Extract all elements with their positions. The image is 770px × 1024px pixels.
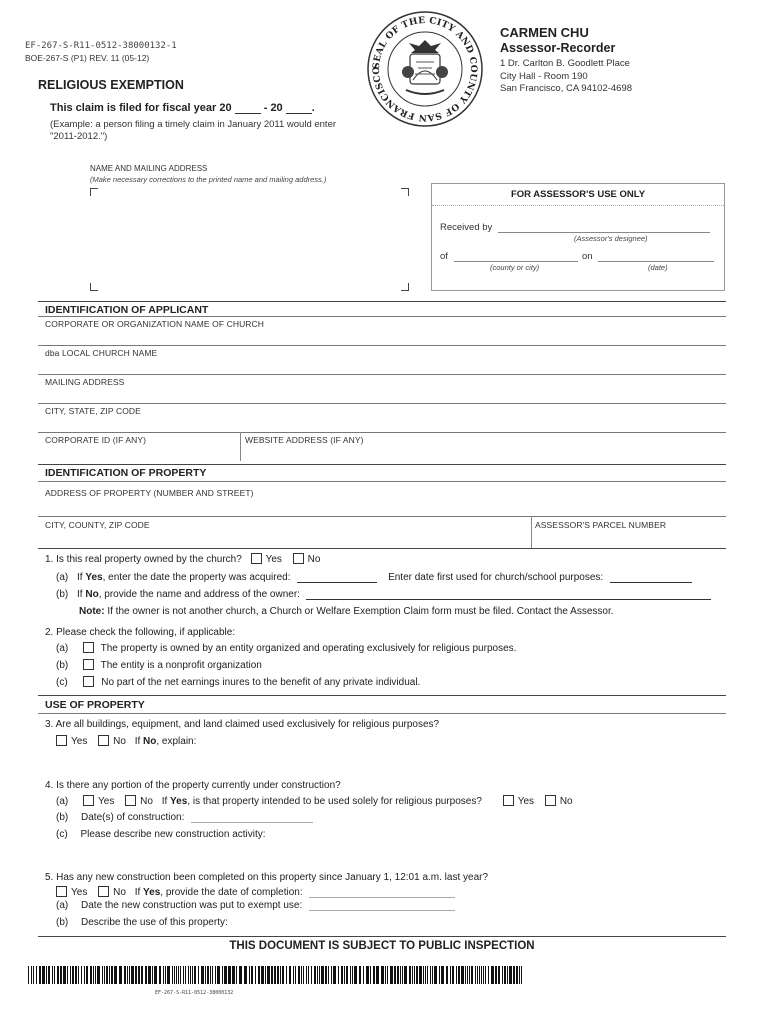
website-label: WEBSITE ADDRESS (IF ANY) [245,435,364,445]
question-3: 3. Are all buildings, equipment, and land claimed used exclusively for religious purposes? [45,719,440,730]
q1b-marker: (b) [56,589,69,600]
property-use-field[interactable] [240,914,725,934]
property-address-field[interactable] [38,498,726,516]
use-heading: USE OF PROPERTY [45,699,145,711]
window-corner-br [401,283,409,291]
q4c-line: (c) Please describe new construction activity: [56,829,266,840]
q2a-line: (a) The property is owned by an entity organized and operating exclusively for religious purposes. [56,643,517,654]
fiscal-year-line: This claim is filed for fiscal year 20 - 20 . [50,102,315,114]
construction-activity-field[interactable] [280,827,725,865]
q3-explain-field[interactable] [205,733,725,773]
q1a-marker: (a) [56,572,69,583]
note-text: If the owner is not another church, a Church or Welfare Exemption Claim form must be filed. Contact the Assessor. [107,606,614,617]
assessor-address [500,58,632,96]
q4-yes-checkbox[interactable] [83,795,94,806]
row-line [38,713,726,714]
parcel-label: ASSESSOR'S PARCEL NUMBER [535,520,667,530]
on-label: on [582,251,593,262]
question-2: 2. Please check the following, if applicable: [45,627,236,638]
question-4: 4. Is there any portion of the property currently under construction? [45,780,341,791]
mailing-label: NAME AND MAILING ADDRESS [90,164,208,173]
designee-caption: (Assessor's designee) [574,234,648,243]
assessor-address-line-1: 1 Dr. Carlton B. Goodlett Place [500,58,630,69]
property-address-label: ADDRESS OF PROPERTY (NUMBER AND STREET) [45,488,254,498]
q1-yes-label: Yes [265,554,282,565]
fiscal-example: (Example: a person filing a timely claim in January 2011 would enter "2011-2012.") [50,119,337,142]
q1b-line: (b) If No, provide the name and address of the owner: [56,589,711,600]
county-field[interactable] [454,261,578,262]
q4a-line: (a) Yes No If Yes, is that property intended to be used solely for religious purposes? Yes No [56,796,573,807]
q5-answer-line: Yes No If Yes, provide the date of completion: [56,886,455,898]
assessor-address-line-2: City Hall - Room 190 [500,70,588,82]
section-divider [38,464,726,465]
church-name-label: CORPORATE OR ORGANIZATION NAME OF CHURCH [45,319,265,329]
assessor-use-box [431,183,725,291]
section-divider [38,548,726,549]
property-heading: IDENTIFICATION OF PROPERTY [45,467,207,479]
q4a-no-checkbox[interactable] [545,795,556,806]
q2a-checkbox[interactable] [83,642,94,653]
dba-field[interactable] [38,358,726,374]
question-1 [45,553,320,565]
row-line [38,403,726,404]
q2c-checkbox[interactable] [83,676,94,687]
question-5: 5. Has any new construction been completed on this property since January 1, 12:01 a.m. last year? [45,872,489,883]
q2c-line: (c) No part of the net earnings inures to the benefit of any private individual. [56,677,421,688]
received-by-label: Received by [440,222,493,233]
applicant-heading: IDENTIFICATION OF APPLICANT [45,304,209,316]
q4c-label: Please describe new construction activity: [80,829,266,840]
assessor-address-line-3: San Francisco, CA 94102-4698 [500,83,633,94]
q1-no-label: No [307,554,321,565]
column-divider [240,432,241,461]
q3-yes-checkbox[interactable] [56,735,67,746]
q5-yes-checkbox[interactable] [56,886,67,897]
completion-date-field[interactable] [309,888,455,898]
row-line [38,481,726,482]
row-line [38,345,726,346]
q2a-text: The property is owned by an entity organized and operating exclusively for religious purposes. [100,643,517,654]
q5a-label: Date the new construction was put to exempt use: [81,900,303,911]
corporate-id-label: CORPORATE ID (IF ANY) [45,435,147,445]
q5a-line: (a) Date the new construction was put to exempt use: [56,900,455,911]
city-state-zip-field[interactable] [38,416,726,432]
q5b-line: (b) Describe the use of this property: [56,917,228,928]
dba-label: dba LOCAL CHURCH NAME [45,348,158,358]
q2b-line: (b) The entity is a nonprofit organization [56,660,262,671]
city-seal [366,10,484,128]
q2b-checkbox[interactable] [83,659,94,670]
row-line [38,374,726,375]
column-divider [531,516,532,548]
date-caption: (date) [648,263,668,272]
date-acquired-field[interactable] [297,573,377,583]
of-label: of [440,251,448,262]
q3-no-label: No [113,736,126,747]
form-title: RELIGIOUS EXEMPTION [38,78,184,92]
window-corner-bl [90,283,98,291]
row-line [38,516,726,517]
first-used-label: Enter date first used for church/school purposes: [388,572,604,583]
q4-no-checkbox[interactable] [125,795,136,806]
corporate-id-field[interactable] [38,445,238,461]
barcode-text: EF-267-S-R11-0512-38000132 [155,990,234,996]
q1-note [79,606,614,617]
row-line [38,316,726,317]
q4a-yes-checkbox[interactable] [503,795,514,806]
q2c-text: No part of the net earnings inures to the benefit of any private individual. [101,677,421,688]
q5b-label: Describe the use of this property: [81,917,228,928]
q3-answer-line: Yes No If No, explain: [56,735,196,747]
mailing-address-field[interactable] [38,387,726,403]
church-name-field[interactable] [38,329,726,345]
construction-dates-field[interactable] [191,813,313,823]
section-divider [38,301,726,302]
q1a-line: (a) If Yes, enter the date the property was acquired: Enter date first used for church/school purposes: [56,572,692,583]
city-state-zip-label: CITY, STATE, ZIP CODE [45,406,141,416]
q2b-text: The entity is a nonprofit organization [100,660,262,671]
assessor-name: CARMEN CHU [500,25,589,40]
barcode [28,966,528,984]
website-field[interactable] [242,445,726,461]
q3-no-checkbox[interactable] [98,735,109,746]
q5-no-checkbox[interactable] [98,886,109,897]
section-divider [38,695,726,696]
window-corner-tr [401,188,409,196]
received-by-field[interactable] [498,232,710,233]
row-line [38,432,726,433]
q4b-label: Date(s) of construction: [81,812,185,823]
property-city-field[interactable] [38,530,530,548]
q1-yes-checkbox[interactable] [251,553,262,564]
form-revision: BOE-267-S (P1) REV. 11 (05-12) [25,53,150,63]
assessor-title: Assessor-Recorder [500,41,616,55]
property-city-label: CITY, COUNTY, ZIP CODE [45,520,150,530]
mailing-address-label: MAILING ADDRESS [45,377,125,387]
q1-no-checkbox[interactable] [293,553,304,564]
owner-name-address-field[interactable] [306,590,711,600]
county-caption: (county or city) [490,263,540,272]
form-code: EF-267-S-R11-0512-38000132-1 [25,41,177,51]
first-used-date-field[interactable] [610,573,692,583]
q4b-line: (b) Date(s) of construction: [56,812,313,823]
note-label: Note: [79,606,105,617]
parcel-field[interactable] [533,530,726,548]
exempt-use-date-field[interactable] [309,901,455,911]
mailing-hint: (Make necessary corrections to the printed name and mailing address.) [90,175,327,184]
seal-text: SEAL OF THE CITY AND COUNTY OF SAN FRANCISCO [371,15,479,123]
mailing-address-area[interactable] [97,195,399,281]
question-1-text: 1. Is this real property owned by the church? [45,554,242,565]
public-inspection-notice: THIS DOCUMENT IS SUBJECT TO PUBLIC INSPECTION [229,940,535,952]
assessor-use-title: FOR ASSESSOR'S USE ONLY [432,184,724,206]
date-field[interactable] [598,261,714,262]
q3-yes-label: Yes [71,736,88,747]
footer-divider [38,936,726,937]
